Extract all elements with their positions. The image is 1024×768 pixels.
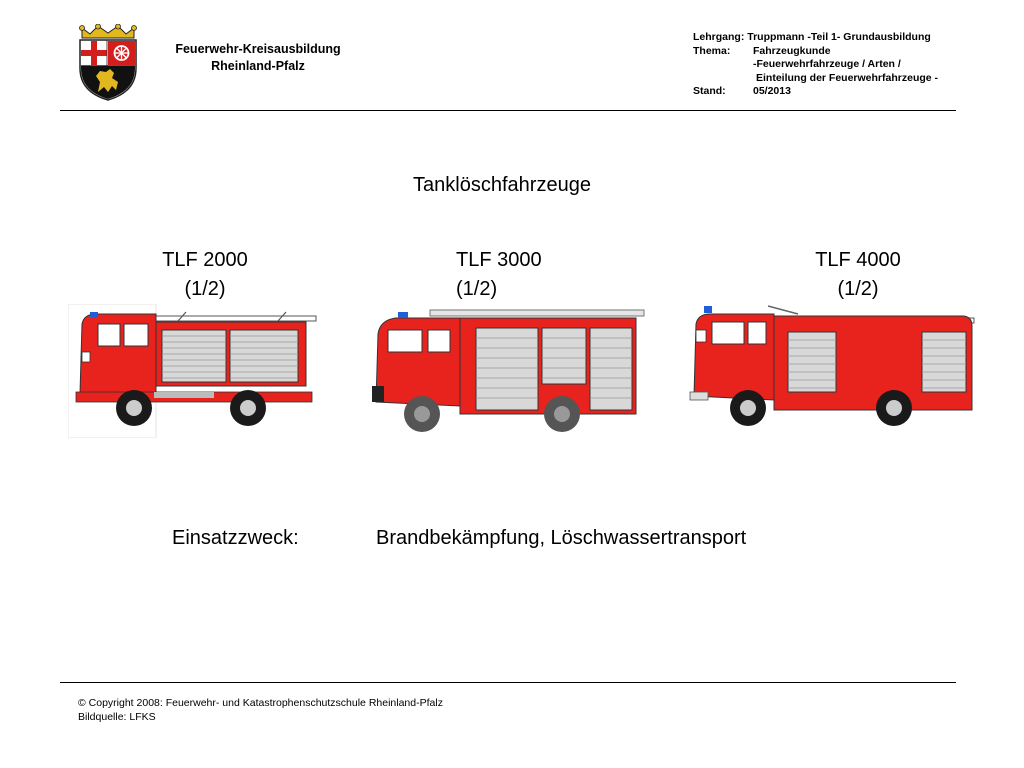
status-label: Stand: bbox=[693, 85, 726, 97]
status-value: 05/2013 bbox=[753, 85, 791, 97]
header-divider bbox=[60, 110, 956, 111]
topic-label: Thema: bbox=[693, 44, 731, 57]
purpose-label: Einsatzzweck: bbox=[172, 527, 299, 549]
vehicle-name: TLF 3000 bbox=[456, 249, 542, 271]
topic-line-3: Einteilung der Feuerwehrfahrzeuge - bbox=[756, 71, 939, 84]
purpose-value: Brandbekämpfung, Löschwassertransport bbox=[376, 527, 747, 549]
topic-line bbox=[693, 45, 938, 59]
organization-name bbox=[158, 41, 358, 75]
tlf4000-truck-image bbox=[688, 302, 980, 435]
course-info bbox=[693, 31, 938, 99]
tlf3000-truck-image bbox=[368, 306, 648, 439]
page-title: Tanklöschfahrzeuge bbox=[413, 174, 591, 196]
vehicle-label-tlf4000 bbox=[804, 246, 912, 304]
tlf2000-truck-image bbox=[68, 304, 320, 443]
vehicle-name: TLF 2000 bbox=[162, 249, 248, 271]
vehicle-crew: (1/2) bbox=[456, 278, 498, 300]
vehicle-label-tlf3000 bbox=[456, 246, 542, 304]
status-line bbox=[693, 85, 938, 99]
image-source-text: Bildquelle: LFKS bbox=[78, 711, 156, 723]
vehicle-crew: (1/2) bbox=[184, 278, 226, 300]
vehicle-crew: (1/2) bbox=[837, 278, 879, 300]
org-line-1: Feuerwehr-Kreisausbildung bbox=[175, 42, 341, 56]
vehicle-name: TLF 4000 bbox=[815, 249, 901, 271]
topic-line-2: -Feuerwehrfahrzeuge / Arten / bbox=[753, 58, 901, 70]
copyright-text: © Copyright 2008: Feuerwehr- und Katastrophenschutzschule Rheinland-Pfalz bbox=[78, 697, 443, 709]
org-line-2: Rheinland-Pfalz bbox=[211, 59, 305, 73]
coat-of-arms-logo bbox=[76, 24, 140, 102]
topic-value: Fahrzeugkunde bbox=[753, 44, 831, 57]
footer-divider bbox=[60, 682, 956, 683]
vehicle-label-tlf2000 bbox=[155, 246, 255, 304]
course-line: Lehrgang: Truppmann -Teil 1- Grundausbildung bbox=[693, 31, 931, 43]
footer bbox=[78, 696, 443, 724]
